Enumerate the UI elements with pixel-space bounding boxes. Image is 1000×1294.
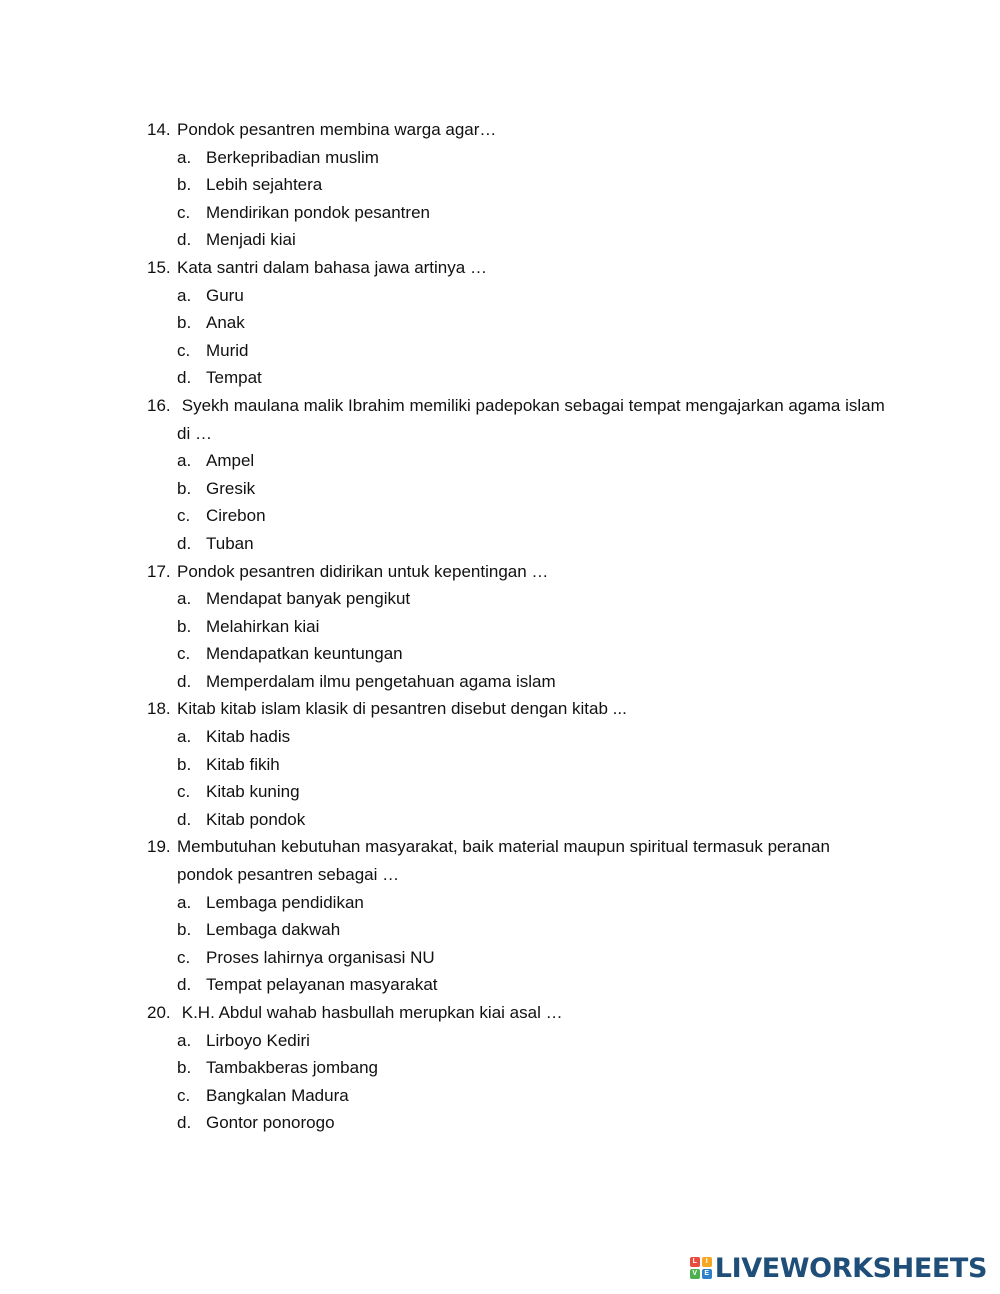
option-text: Gresik xyxy=(206,478,256,498)
logo-square: I xyxy=(702,1257,712,1267)
option-text: Proses lahirnya organisasi NU xyxy=(206,947,435,967)
option-letter: c. xyxy=(177,947,191,967)
option-text: Berkepribadian muslim xyxy=(206,147,379,167)
option-letter: a. xyxy=(177,892,192,912)
option-letter: a. xyxy=(177,147,192,167)
option-letter: c. xyxy=(177,506,191,526)
answer-option xyxy=(177,778,887,806)
option-list xyxy=(177,447,887,557)
option-list xyxy=(177,889,887,999)
option-letter: c. xyxy=(177,340,191,360)
question-number: 15. xyxy=(147,257,171,277)
answer-option xyxy=(177,1082,887,1110)
option-letter: b. xyxy=(177,1058,192,1078)
option-text: Kitab hadis xyxy=(206,727,291,747)
answer-option xyxy=(177,585,887,613)
option-list xyxy=(177,585,887,695)
answer-option xyxy=(177,364,887,392)
option-letter: a. xyxy=(177,727,192,747)
option-letter: b. xyxy=(177,920,192,940)
option-list xyxy=(177,282,887,392)
answer-option xyxy=(177,916,887,944)
liveworksheets-logo xyxy=(690,1253,987,1283)
option-letter: b. xyxy=(177,175,192,195)
answer-option xyxy=(177,1109,887,1137)
option-text: Bangkalan Madura xyxy=(206,1085,349,1105)
liveworksheets-logo-icon xyxy=(690,1257,712,1279)
option-letter: d. xyxy=(177,368,192,388)
option-letter: a. xyxy=(177,589,192,609)
question-item xyxy=(147,999,887,1137)
option-text: Tuban xyxy=(206,533,254,553)
option-letter: a. xyxy=(177,1030,192,1050)
question-item xyxy=(147,116,887,254)
option-letter: b. xyxy=(177,754,192,774)
answer-option xyxy=(177,889,887,917)
answer-option xyxy=(177,530,887,558)
answer-option xyxy=(177,1027,887,1055)
option-text: Melahirkan kiai xyxy=(206,616,320,636)
option-letter: b. xyxy=(177,616,192,636)
option-text: Lembaga pendidikan xyxy=(206,892,364,912)
answer-option xyxy=(177,944,887,972)
question-list xyxy=(147,116,890,1137)
option-letter: a. xyxy=(177,451,192,471)
answer-option xyxy=(177,447,887,475)
option-text: Mendapat banyak pengikut xyxy=(206,589,411,609)
question-number: 19. xyxy=(147,837,171,857)
brand-name: LIVEWORKSHEETS xyxy=(714,1252,987,1284)
option-text: Lebih sejahtera xyxy=(206,175,323,195)
option-text: Anak xyxy=(206,313,245,333)
option-text: Lirboyo Kediri xyxy=(206,1030,310,1050)
answer-option xyxy=(177,171,887,199)
question-text: K.H. Abdul wahab hasbullah merupkan kiai asal … xyxy=(177,1003,563,1022)
answer-option xyxy=(177,226,887,254)
option-letter: c. xyxy=(177,1085,191,1105)
answer-option xyxy=(177,668,887,696)
option-letter: c. xyxy=(177,644,191,664)
answer-option xyxy=(177,613,887,641)
answer-option xyxy=(177,640,887,668)
question-text: Pondok pesantren membina warga agar… xyxy=(177,120,497,139)
option-letter: b. xyxy=(177,478,192,498)
option-text: Tempat pelayanan masyarakat xyxy=(206,975,438,995)
option-letter: a. xyxy=(177,285,192,305)
option-list xyxy=(177,723,887,833)
option-text: Guru xyxy=(206,285,244,305)
answer-option xyxy=(177,723,887,751)
question-number: 14. xyxy=(147,120,171,139)
option-text: Tambakberas jombang xyxy=(206,1058,378,1078)
option-text: Tempat xyxy=(206,368,262,388)
option-text: Murid xyxy=(206,340,249,360)
option-letter: b. xyxy=(177,313,192,333)
answer-option xyxy=(177,1054,887,1082)
question-item xyxy=(147,392,890,558)
option-letter: d. xyxy=(177,809,192,829)
answer-option xyxy=(177,199,887,227)
option-text: Mendapatkan keuntungan xyxy=(206,644,403,664)
answer-option xyxy=(177,309,887,337)
option-letter: d. xyxy=(177,1113,192,1133)
option-text: Kitab fikih xyxy=(206,754,280,774)
question-item xyxy=(147,695,887,833)
question-item xyxy=(147,833,887,999)
answer-option xyxy=(177,282,887,310)
option-text: Kitab kuning xyxy=(206,782,300,802)
question-number: 20. xyxy=(147,1003,171,1022)
question-text: Membutuhan kebutuhan masyarakat, baik material maupun spiritual termasuk peranan pondok pesantren sebagai … xyxy=(177,837,835,885)
option-letter: d. xyxy=(177,671,192,691)
question-number: 16. xyxy=(147,395,171,415)
option-letter: d. xyxy=(177,533,192,553)
logo-square: V xyxy=(690,1269,700,1279)
option-letter: c. xyxy=(177,202,191,222)
question-item xyxy=(147,254,887,392)
option-letter: c. xyxy=(177,782,191,802)
logo-square: L xyxy=(690,1257,700,1267)
option-text: Mendirikan pondok pesantren xyxy=(206,202,430,222)
answer-option xyxy=(177,475,887,503)
question-number: 17. xyxy=(147,561,171,581)
option-text: Cirebon xyxy=(206,506,266,526)
answer-option xyxy=(177,337,887,365)
question-text: Syekh maulana malik Ibrahim memiliki padepokan sebagai tempat mengajarkan agama islam di … xyxy=(177,395,890,443)
option-list xyxy=(177,144,887,254)
option-letter: d. xyxy=(177,975,192,995)
option-text: Memperdalam ilmu pengetahuan agama islam xyxy=(206,671,556,691)
option-text: Kitab pondok xyxy=(206,809,306,829)
answer-option xyxy=(177,502,887,530)
question-text: Pondok pesantren didirikan untuk kepentingan … xyxy=(177,561,549,581)
option-text: Ampel xyxy=(206,451,255,471)
option-text: Lembaga dakwah xyxy=(206,920,341,940)
question-item xyxy=(147,558,887,696)
option-text: Menjadi kiai xyxy=(206,230,296,250)
option-list xyxy=(177,1027,887,1137)
logo-square: E xyxy=(702,1269,712,1279)
answer-option xyxy=(177,751,887,779)
option-letter: d. xyxy=(177,230,192,250)
question-number: 18. xyxy=(147,699,171,719)
question-text: Kitab kitab islam klasik di pesantren disebut dengan kitab ... xyxy=(177,699,627,719)
answer-option xyxy=(177,806,887,834)
answer-option xyxy=(177,144,887,172)
question-text: Kata santri dalam bahasa jawa artinya … xyxy=(177,257,487,277)
option-text: Gontor ponorogo xyxy=(206,1113,335,1133)
answer-option xyxy=(177,971,887,999)
